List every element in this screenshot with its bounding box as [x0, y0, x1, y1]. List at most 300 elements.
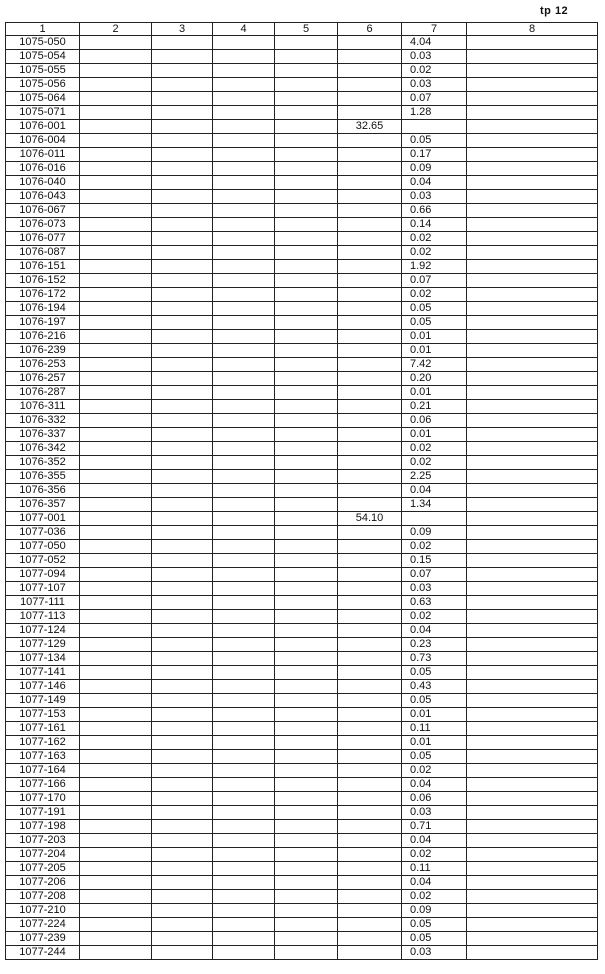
table-cell	[275, 568, 338, 582]
table-row	[6, 526, 598, 540]
table-cell	[338, 78, 402, 92]
table-row	[6, 848, 598, 862]
table-cell	[152, 428, 213, 442]
table-row	[6, 890, 598, 904]
table-cell: 0.05	[402, 918, 467, 932]
table-cell	[152, 750, 213, 764]
table-cell: 0.01	[402, 386, 467, 400]
table-cell	[275, 428, 338, 442]
table-cell	[338, 694, 402, 708]
table-row	[6, 736, 598, 750]
table-cell	[467, 176, 598, 190]
table-cell	[80, 736, 152, 750]
table-cell	[152, 932, 213, 946]
table-row	[6, 554, 598, 568]
table-cell	[213, 862, 275, 876]
table-cell	[275, 638, 338, 652]
row-id-cell: 1075-054	[6, 50, 80, 64]
table-cell: 0.66	[402, 204, 467, 218]
table-row	[6, 400, 598, 414]
row-id-cell: 1077-191	[6, 806, 80, 820]
table-cell: 0.05	[402, 666, 467, 680]
table-cell	[338, 862, 402, 876]
table-cell	[338, 246, 402, 260]
row-id-cell: 1076-077	[6, 232, 80, 246]
table-cell	[275, 442, 338, 456]
table-cell: 0.15	[402, 554, 467, 568]
row-id-cell: 1077-149	[6, 694, 80, 708]
table-row	[6, 36, 598, 50]
table-cell	[152, 190, 213, 204]
column-header: 4	[213, 23, 275, 36]
table-cell	[275, 792, 338, 806]
table-cell	[80, 372, 152, 386]
table-cell	[467, 638, 598, 652]
table-cell	[467, 36, 598, 50]
table-cell: 0.03	[402, 190, 467, 204]
table-cell	[467, 134, 598, 148]
table-cell: 0.63	[402, 596, 467, 610]
table-cell: 0.05	[402, 302, 467, 316]
table-cell	[213, 274, 275, 288]
table-cell	[338, 792, 402, 806]
table-cell	[80, 848, 152, 862]
table-cell: 0.06	[402, 792, 467, 806]
column-header: 6	[338, 23, 402, 36]
table-cell	[80, 694, 152, 708]
page-number: tp 12	[540, 5, 569, 17]
table-cell	[467, 162, 598, 176]
table-cell	[275, 694, 338, 708]
row-id-cell: 1075-071	[6, 106, 80, 120]
table-cell	[213, 218, 275, 232]
table-cell	[80, 134, 152, 148]
table-cell	[338, 232, 402, 246]
table-row	[6, 750, 598, 764]
table-cell	[213, 428, 275, 442]
table-row	[6, 148, 598, 162]
table-row	[6, 414, 598, 428]
table-cell	[275, 288, 338, 302]
table-cell: 0.02	[402, 764, 467, 778]
table-cell	[467, 330, 598, 344]
table-cell	[152, 764, 213, 778]
table-row	[6, 624, 598, 638]
table-cell	[338, 722, 402, 736]
table-cell	[338, 176, 402, 190]
table-cell	[467, 932, 598, 946]
table-cell	[338, 106, 402, 120]
table-cell: 0.07	[402, 92, 467, 106]
table-cell	[467, 358, 598, 372]
table-cell	[80, 190, 152, 204]
table-cell	[275, 134, 338, 148]
table-cell	[80, 428, 152, 442]
table-cell	[213, 78, 275, 92]
table-cell: 0.03	[402, 946, 467, 960]
table-cell	[338, 806, 402, 820]
table-cell	[152, 288, 213, 302]
table-cell	[213, 470, 275, 484]
table-row	[6, 820, 598, 834]
table-cell	[213, 946, 275, 960]
table-row	[6, 904, 598, 918]
table-cell	[213, 582, 275, 596]
table-row	[6, 190, 598, 204]
table-cell	[338, 92, 402, 106]
table-cell	[275, 36, 338, 50]
table-row	[6, 288, 598, 302]
table-cell	[275, 204, 338, 218]
table-cell	[80, 106, 152, 120]
table-cell	[467, 288, 598, 302]
table-row	[6, 92, 598, 106]
table-cell	[213, 442, 275, 456]
table-cell	[467, 862, 598, 876]
table-cell	[213, 316, 275, 330]
row-id-cell: 1077-146	[6, 680, 80, 694]
table-cell	[338, 288, 402, 302]
table-cell	[80, 666, 152, 680]
table-cell	[80, 176, 152, 190]
table-cell: 1.28	[402, 106, 467, 120]
table-cell	[275, 302, 338, 316]
table-cell: 54.10	[338, 512, 402, 526]
table-cell	[213, 162, 275, 176]
row-id-cell: 1077-203	[6, 834, 80, 848]
table-cell: 0.02	[402, 848, 467, 862]
table-row	[6, 498, 598, 512]
table-cell	[275, 246, 338, 260]
row-id-cell: 1077-001	[6, 512, 80, 526]
table-cell	[467, 750, 598, 764]
row-id-cell: 1075-056	[6, 78, 80, 92]
table-cell	[152, 92, 213, 106]
table-cell	[152, 666, 213, 680]
table-cell	[467, 876, 598, 890]
table-cell: 0.02	[402, 456, 467, 470]
table-cell: 0.04	[402, 624, 467, 638]
row-id-cell: 1077-111	[6, 596, 80, 610]
table-row	[6, 330, 598, 344]
table-row	[6, 120, 598, 134]
column-header: 3	[152, 23, 213, 36]
table-cell	[80, 932, 152, 946]
table-cell	[152, 848, 213, 862]
table-cell	[275, 316, 338, 330]
row-id-cell: 1076-287	[6, 386, 80, 400]
table-cell	[467, 64, 598, 78]
row-id-cell: 1076-043	[6, 190, 80, 204]
table-cell	[467, 372, 598, 386]
table-cell	[275, 512, 338, 526]
table-cell	[275, 50, 338, 64]
table-cell	[275, 176, 338, 190]
table-cell	[275, 274, 338, 288]
table-cell	[152, 820, 213, 834]
table-cell	[275, 946, 338, 960]
table-cell: 0.20	[402, 372, 467, 386]
table-row	[6, 428, 598, 442]
table-cell	[338, 330, 402, 344]
table-cell	[213, 904, 275, 918]
table-cell	[467, 596, 598, 610]
table-cell	[275, 680, 338, 694]
table-cell	[275, 540, 338, 554]
table-cell	[152, 36, 213, 50]
table-row	[6, 302, 598, 316]
table-cell	[213, 652, 275, 666]
table-cell	[338, 316, 402, 330]
table-cell	[152, 344, 213, 358]
table-cell	[80, 204, 152, 218]
table-cell	[213, 190, 275, 204]
table-cell	[275, 820, 338, 834]
table-cell	[80, 288, 152, 302]
table-cell	[338, 442, 402, 456]
table-cell	[467, 498, 598, 512]
table-cell	[152, 78, 213, 92]
table-row	[6, 162, 598, 176]
table-cell	[467, 442, 598, 456]
table-cell: 0.02	[402, 442, 467, 456]
table-cell: 2.25	[402, 470, 467, 484]
table-cell	[80, 232, 152, 246]
header-row	[6, 23, 598, 36]
table-cell	[213, 932, 275, 946]
table-cell: 0.01	[402, 428, 467, 442]
table-cell: 0.01	[402, 330, 467, 344]
table-row	[6, 680, 598, 694]
row-id-cell: 1077-244	[6, 946, 80, 960]
table-cell: 0.02	[402, 890, 467, 904]
table-row	[6, 652, 598, 666]
table-cell	[467, 680, 598, 694]
row-id-cell: 1076-253	[6, 358, 80, 372]
table-cell	[152, 218, 213, 232]
table-cell	[80, 120, 152, 134]
table-cell	[467, 820, 598, 834]
table-cell: 0.03	[402, 78, 467, 92]
table-cell	[152, 400, 213, 414]
table-cell	[213, 820, 275, 834]
row-id-cell: 1077-224	[6, 918, 80, 932]
table-cell	[152, 624, 213, 638]
table-cell	[80, 750, 152, 764]
table-cell	[80, 596, 152, 610]
table-cell: 0.73	[402, 652, 467, 666]
table-cell	[275, 386, 338, 400]
table-cell	[152, 680, 213, 694]
table-row	[6, 470, 598, 484]
table-cell	[152, 862, 213, 876]
table-cell	[80, 834, 152, 848]
table-cell	[338, 64, 402, 78]
table-cell	[80, 498, 152, 512]
table-cell	[467, 848, 598, 862]
row-id-cell: 1076-352	[6, 456, 80, 470]
table-cell: 0.17	[402, 148, 467, 162]
table-cell	[152, 918, 213, 932]
table-cell	[152, 260, 213, 274]
table-cell	[213, 736, 275, 750]
table-cell	[213, 806, 275, 820]
table-cell	[275, 596, 338, 610]
table-cell	[338, 218, 402, 232]
table-cell	[338, 848, 402, 862]
data-table	[5, 22, 598, 960]
table-cell	[275, 470, 338, 484]
table-cell	[467, 260, 598, 274]
row-id-cell: 1077-206	[6, 876, 80, 890]
table-row	[6, 204, 598, 218]
table-cell	[152, 358, 213, 372]
table-cell	[338, 568, 402, 582]
table-cell	[467, 50, 598, 64]
table-cell	[275, 148, 338, 162]
table-cell	[338, 610, 402, 624]
table-cell	[338, 358, 402, 372]
table-cell	[213, 204, 275, 218]
table-cell	[338, 820, 402, 834]
table-cell	[152, 554, 213, 568]
table-cell	[80, 918, 152, 932]
table-cell	[213, 764, 275, 778]
table-cell	[338, 890, 402, 904]
table-cell	[467, 92, 598, 106]
table-row	[6, 862, 598, 876]
table-cell	[467, 302, 598, 316]
table-cell: 0.43	[402, 680, 467, 694]
table-cell	[338, 414, 402, 428]
table-cell	[275, 92, 338, 106]
table-cell	[338, 36, 402, 50]
table-cell	[80, 904, 152, 918]
table-cell	[213, 246, 275, 260]
table-cell: 0.05	[402, 694, 467, 708]
table-cell: 7.42	[402, 358, 467, 372]
table-cell	[467, 736, 598, 750]
table-cell	[80, 610, 152, 624]
table-cell	[467, 722, 598, 736]
table-cell	[80, 638, 152, 652]
table-cell	[213, 792, 275, 806]
table-cell	[80, 246, 152, 260]
table-cell	[467, 470, 598, 484]
table-row	[6, 568, 598, 582]
table-cell	[213, 50, 275, 64]
table-row	[6, 176, 598, 190]
table-cell	[338, 302, 402, 316]
table-cell	[80, 330, 152, 344]
row-id-cell: 1076-216	[6, 330, 80, 344]
table-cell	[213, 288, 275, 302]
table-cell	[275, 932, 338, 946]
table-cell	[338, 148, 402, 162]
table-cell	[275, 456, 338, 470]
table-cell	[80, 414, 152, 428]
table-cell	[467, 652, 598, 666]
table-cell: 0.21	[402, 400, 467, 414]
column-header: 5	[275, 23, 338, 36]
row-id-cell: 1075-064	[6, 92, 80, 106]
table-cell	[275, 120, 338, 134]
table-cell	[152, 414, 213, 428]
table-cell: 4.04	[402, 36, 467, 50]
table-cell	[213, 848, 275, 862]
table-row	[6, 106, 598, 120]
table-cell	[467, 414, 598, 428]
table-cell	[80, 78, 152, 92]
table-cell	[80, 442, 152, 456]
table-cell	[152, 64, 213, 78]
table-cell	[275, 722, 338, 736]
table-cell	[152, 890, 213, 904]
table-cell: 0.05	[402, 316, 467, 330]
table-cell	[467, 218, 598, 232]
table-cell	[338, 470, 402, 484]
table-cell: 0.02	[402, 288, 467, 302]
table-cell	[275, 372, 338, 386]
table-cell	[338, 344, 402, 358]
table-cell	[152, 904, 213, 918]
table-row	[6, 946, 598, 960]
table-cell	[467, 694, 598, 708]
table-cell	[467, 120, 598, 134]
table-cell	[152, 274, 213, 288]
table-cell	[338, 778, 402, 792]
row-id-cell: 1076-357	[6, 498, 80, 512]
table-cell	[152, 456, 213, 470]
row-id-cell: 1077-208	[6, 890, 80, 904]
table-cell	[275, 358, 338, 372]
row-id-cell: 1077-239	[6, 932, 80, 946]
table-cell	[338, 582, 402, 596]
table-cell	[152, 148, 213, 162]
table-cell	[213, 456, 275, 470]
table-cell	[402, 512, 467, 526]
table-cell	[213, 498, 275, 512]
column-header: 8	[467, 23, 598, 36]
table-row	[6, 596, 598, 610]
table-cell	[338, 162, 402, 176]
row-id-cell: 1077-166	[6, 778, 80, 792]
table-row	[6, 232, 598, 246]
table-cell	[152, 470, 213, 484]
table-cell	[213, 694, 275, 708]
table-cell	[152, 442, 213, 456]
table-cell	[467, 568, 598, 582]
table-cell	[213, 722, 275, 736]
table-cell	[80, 512, 152, 526]
table-cell	[80, 218, 152, 232]
table-cell: 0.01	[402, 708, 467, 722]
table-cell	[275, 904, 338, 918]
table-row	[6, 274, 598, 288]
table-cell	[152, 596, 213, 610]
row-id-cell: 1077-205	[6, 862, 80, 876]
table-cell: 1.34	[402, 498, 467, 512]
table-cell	[338, 666, 402, 680]
row-id-cell: 1076-151	[6, 260, 80, 274]
table-cell	[467, 806, 598, 820]
table-cell	[338, 372, 402, 386]
table-cell	[152, 386, 213, 400]
table-cell	[213, 120, 275, 134]
table-cell	[80, 652, 152, 666]
table-cell	[338, 834, 402, 848]
table-cell	[213, 834, 275, 848]
